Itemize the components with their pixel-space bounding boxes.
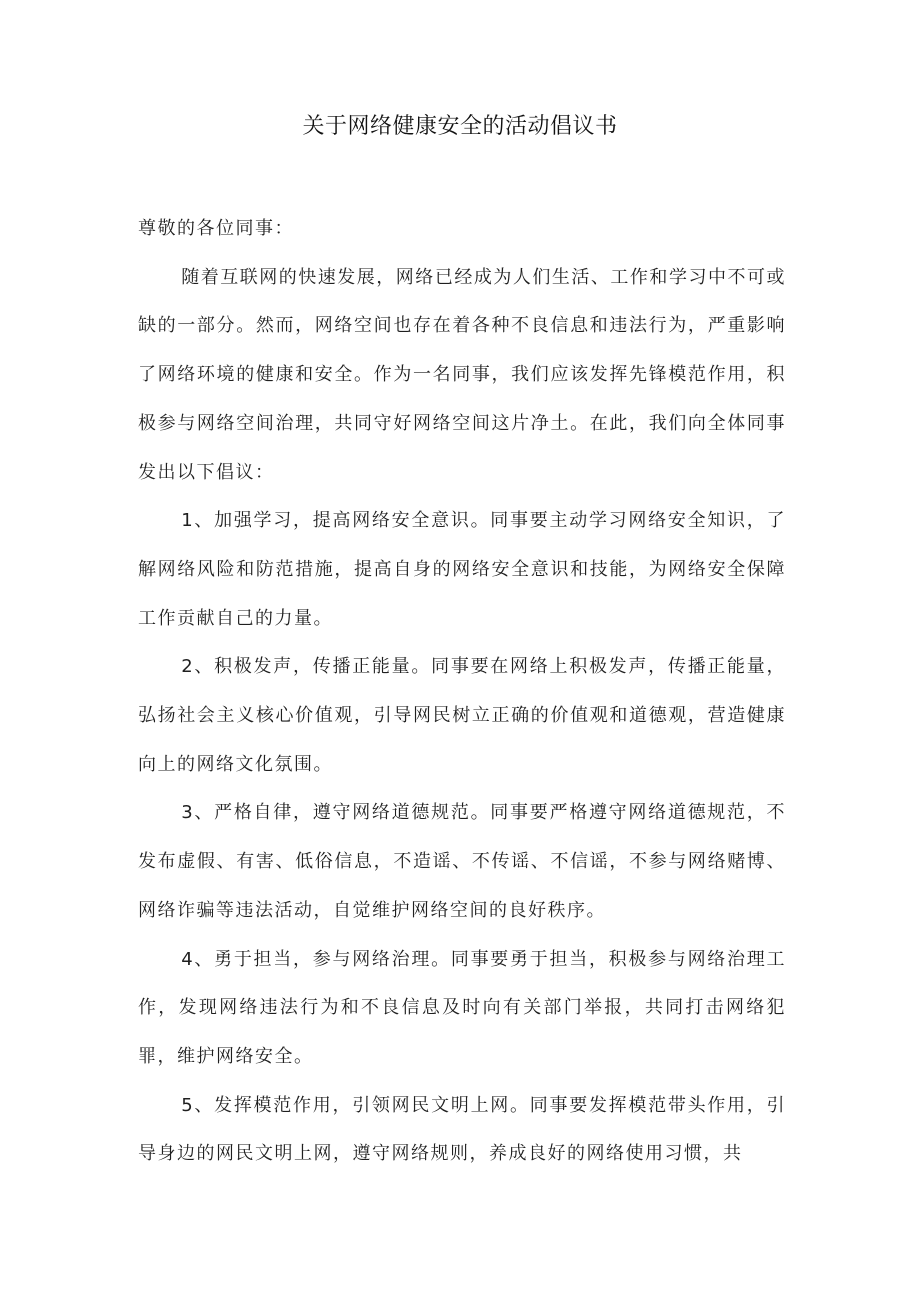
paragraph-item-4: 4、勇于担当，参与网络治理。同事要勇于担当，积极参与网络治理工作，发现网络违法行为和不良信息及时向有关部门举报，共同打击网络犯罪，维护网络安全。	[138, 948, 786, 1067]
paragraph-item-2: 2、积极发声，传播正能量。同事要在网络上积极发声，传播正能量，弘扬社会主义核心价值观，引导网民树立正确的价值观和道德观，营造健康向上的网络文化氛围。	[138, 656, 786, 775]
paragraph-item-1: 1、加强学习，提高网络安全意识。同事要主动学习网络安全知识，了解网络风险和防范措施，提高自身的网络安全意识和技能，为网络安全保障工作贡献自己的力量。	[138, 510, 786, 629]
paragraph-item-3: 3、严格自律，遵守网络道德规范。同事要严格遵守网络道德规范，不发布虚假、有害、低俗信息，不造谣、不传谣、不信谣，不参与网络赌博、网络诈骗等违法活动，自觉维护网络空间的良好秩序。	[138, 802, 786, 921]
paragraph-item-5: 5、发挥模范作用，引领网民文明上网。同事要发挥模范带头作用，引导身边的网民文明上网，遵守网络规则，养成良好的网络使用习惯，共	[138, 1094, 786, 1165]
paragraph-intro: 随着互联网的快速发展，网络已经成为人们生活、工作和学习中不可或缺的一部分。然而，网络空间也存在着各种不良信息和违法行为，严重影响了网络环境的健康和安全。作为一名同事，我们应该发挥先锋模范作用，积极参与网络空间治理，共同守好网络空间这片净土。在此，我们向全体同事发出以下倡议：	[138, 266, 786, 483]
document-body	[138, 205, 786, 1179]
salutation: 尊敬的各位同事：	[138, 218, 294, 239]
document-title: 关于网络健康安全的活动倡议书	[302, 114, 618, 139]
